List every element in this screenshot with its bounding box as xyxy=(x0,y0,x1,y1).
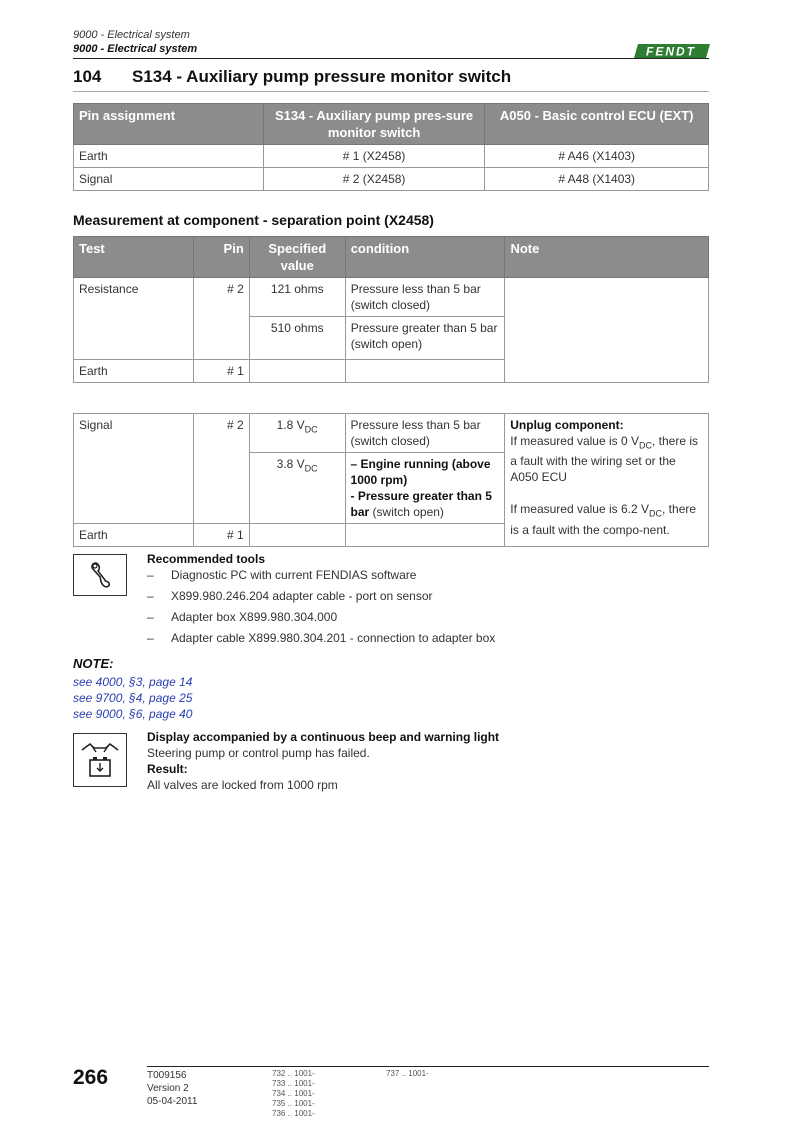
table-cell: # 2 xyxy=(193,414,249,524)
list-item: – X899.980.246.204 adapter cable - port on sensor xyxy=(147,589,433,603)
table-cell: Pressure greater than 5 bar (switch open) xyxy=(345,317,505,360)
table-cell xyxy=(505,278,709,383)
note-link[interactable]: see 9700, §4, page 25 xyxy=(73,691,193,705)
model-range: 734 .. 1001- xyxy=(272,1089,315,1098)
doc-number: T009156 xyxy=(147,1070,187,1081)
table-row xyxy=(74,414,709,453)
note-title: Unplug component: xyxy=(510,418,624,432)
tools-title: Recommended tools xyxy=(147,552,266,566)
value-text: 3.8 V xyxy=(276,457,305,471)
table-cell: Signal xyxy=(74,168,264,191)
table-row xyxy=(74,145,709,168)
table-cell xyxy=(249,524,345,547)
col-header: condition xyxy=(345,237,505,278)
list-item: – Adapter box X899.980.304.000 xyxy=(147,610,338,624)
table-header-row xyxy=(74,237,709,278)
table-cell: Resistance xyxy=(74,278,194,360)
model-range: 732 .. 1001- xyxy=(272,1069,315,1078)
note-links xyxy=(73,674,192,722)
table-cell xyxy=(345,524,505,547)
col-header: Note xyxy=(505,237,709,278)
section-number: 104 xyxy=(73,67,102,86)
table-cell xyxy=(345,453,505,524)
display-title: Display accompanied by a continuous beep and warning light xyxy=(147,730,500,744)
section-rule xyxy=(73,91,709,92)
page-number: 266 xyxy=(73,1066,109,1089)
note-link[interactable]: see 4000, §3, page 14 xyxy=(73,675,193,689)
header-line-1: 9000 - Electrical system xyxy=(73,29,190,41)
footer-models xyxy=(272,1069,315,1119)
list-item: – Diagnostic PC with current FENDIAS software xyxy=(147,568,417,582)
table-cell: Earth xyxy=(74,360,194,383)
list-item: – Adapter cable X899.980.304.201 - connection to adapter box xyxy=(147,631,496,645)
col-header: S134 - Auxiliary pump pres-sure monitor switch xyxy=(263,104,485,145)
display-text: Steering pump or control pump has failed. xyxy=(147,746,370,760)
table-cell: Pressure less than 5 bar (switch closed) xyxy=(345,414,505,453)
model-range: 735 .. 1001- xyxy=(272,1099,315,1108)
logo-text: FENDT xyxy=(646,44,696,58)
tool-icon-box xyxy=(73,554,127,596)
footer-doc-info xyxy=(147,1069,197,1108)
unit-subscript: DC xyxy=(304,463,318,474)
table-cell: Earth xyxy=(74,145,264,168)
wrench-tool-icon xyxy=(74,555,126,595)
table-cell: # A46 (X1403) xyxy=(485,145,709,168)
display-icon-box xyxy=(73,733,127,787)
table-cell: 121 ohms xyxy=(249,278,345,317)
table-row xyxy=(74,168,709,191)
warning-display-icon xyxy=(74,734,126,786)
signal-table xyxy=(73,413,709,547)
col-header: Specified value xyxy=(249,237,345,278)
note-title: NOTE: xyxy=(73,656,114,671)
table-cell: # 2 xyxy=(193,278,249,360)
col-header: Test xyxy=(74,237,194,278)
model-range: 736 .. 1001- xyxy=(272,1109,315,1118)
table-cell: # A48 (X1403) xyxy=(485,168,709,191)
table-cell: # 1 (X2458) xyxy=(263,145,485,168)
table-row xyxy=(74,278,709,317)
col-header: Pin xyxy=(193,237,249,278)
note-cell xyxy=(505,414,709,547)
header-rule xyxy=(73,58,709,59)
result-text: All valves are locked from 1000 rpm xyxy=(147,778,338,792)
resistance-table xyxy=(73,236,709,383)
table-cell: # 1 xyxy=(193,360,249,383)
doc-date: 05-04-2011 xyxy=(147,1096,198,1107)
condition-line: - Pressure greater than 5 bar (switch open) xyxy=(350,489,492,519)
model-range: 733 .. 1001- xyxy=(272,1079,315,1088)
table-cell: Earth xyxy=(74,524,194,547)
col-header: Pin assignment xyxy=(74,104,264,145)
note-link[interactable]: see 9000, §6, page 40 xyxy=(73,707,193,721)
result-title: Result: xyxy=(147,762,188,776)
section-title: S134 - Auxiliary pump pressure monitor switch xyxy=(132,67,512,86)
model-range: 737 .. 1001- xyxy=(386,1069,429,1078)
note-paragraph-1: If measured value is 0 $V_{DC}$, there is a fault with the wiring set or the A050 ECU xyxy=(510,434,699,485)
doc-version: Version 2 xyxy=(147,1083,189,1094)
table-header-row xyxy=(74,104,709,145)
fendt-logo xyxy=(632,44,710,58)
table-cell: 510 ohms xyxy=(249,317,345,360)
table-cell: # 2 (X2458) xyxy=(263,168,485,191)
condition-line: – Engine running (above 1000 rpm) xyxy=(350,457,491,487)
table-cell xyxy=(249,453,345,524)
header-line-2: 9000 - Electrical system xyxy=(73,43,198,55)
table-cell xyxy=(345,360,505,383)
unit-subscript: DC xyxy=(304,424,318,435)
pin-assignment-table xyxy=(73,103,709,191)
table-cell xyxy=(249,414,345,453)
col-header: A050 - Basic control ECU (EXT) xyxy=(485,104,709,145)
table-cell: Pressure less than 5 bar (switch closed) xyxy=(345,278,505,317)
value-text: 1.8 V xyxy=(276,418,305,432)
table-cell xyxy=(249,360,345,383)
measurement-title: Measurement at component - separation point (X2458) xyxy=(73,212,434,228)
footer-rule xyxy=(147,1066,709,1067)
table-cell: Signal xyxy=(74,414,194,524)
note-paragraph-2: If measured value is 6.2 $V_{DC}$, there is a fault with the compo-nent. xyxy=(510,502,697,537)
tools-list xyxy=(147,568,495,652)
table-cell: # 1 xyxy=(193,524,249,547)
